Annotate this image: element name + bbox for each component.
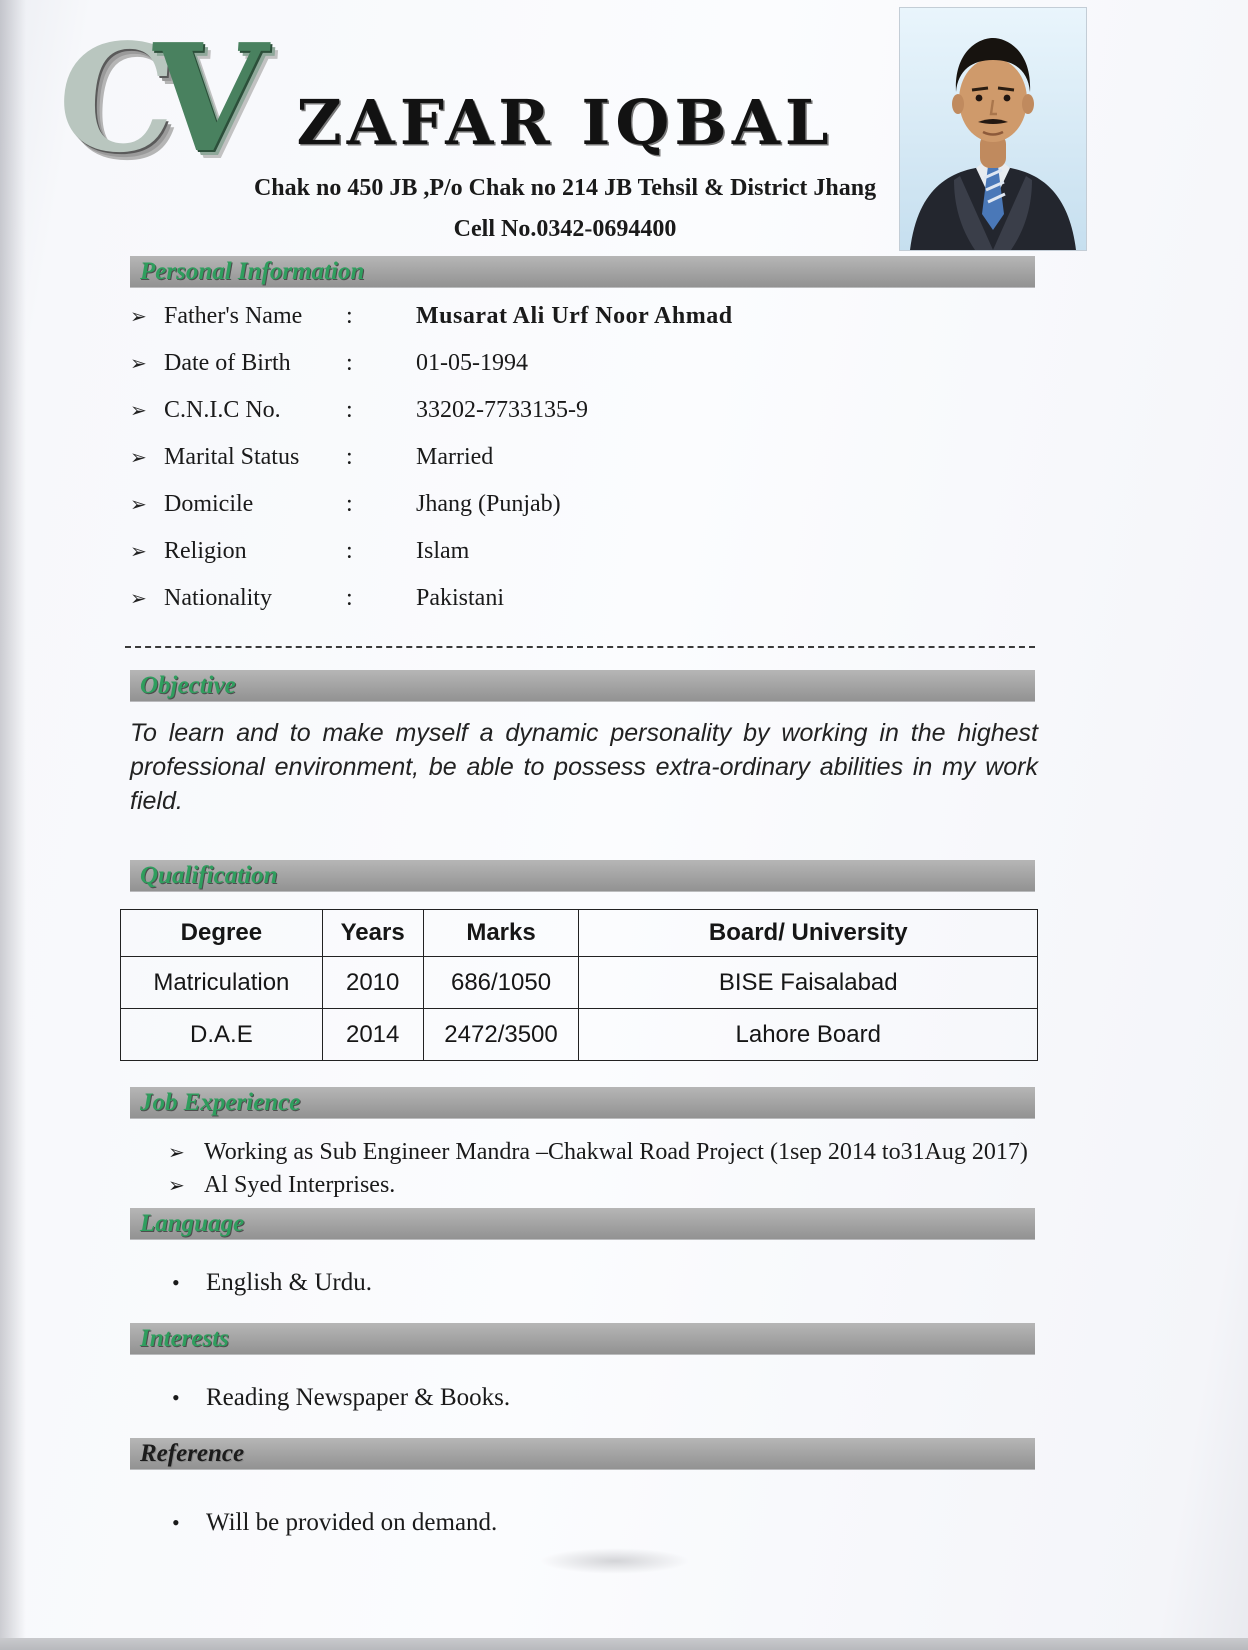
- col-header-marks: Marks: [423, 910, 579, 957]
- section-header-language: [130, 1208, 1035, 1239]
- section-title: Reference: [140, 1439, 245, 1467]
- section-title: Objective: [140, 671, 236, 699]
- interests-item: Reading Newspaper & Books.: [206, 1384, 511, 1412]
- dashed-divider: [125, 646, 1035, 648]
- table-row: [121, 957, 1038, 1009]
- cv-logo-letter-v: V: [143, 11, 245, 185]
- arrow-bullet-icon: ➢: [130, 492, 147, 516]
- dot-bullet-icon: •: [172, 1385, 180, 1411]
- arrow-bullet-icon: ➢: [130, 539, 147, 563]
- pi-label: Nationality: [164, 585, 272, 611]
- col-header-years: Years: [322, 910, 423, 957]
- arrow-bullet-icon: ➢: [130, 398, 147, 422]
- pi-colon: :: [346, 350, 353, 376]
- pi-colon: :: [346, 538, 353, 564]
- cell-years: 2010: [322, 957, 423, 1009]
- arrow-bullet-icon: ➢: [130, 586, 147, 610]
- phone-line: Cell No.0342-0694400: [453, 216, 677, 242]
- section-header-reference: [130, 1438, 1035, 1469]
- pi-value: Married: [416, 444, 494, 470]
- pi-colon: :: [346, 585, 353, 611]
- cell-marks: 686/1050: [423, 957, 579, 1009]
- col-header-board: Board/ University: [579, 910, 1038, 957]
- pi-label: Marital Status: [164, 444, 300, 470]
- cv-logo-letter-c: C: [51, 11, 156, 185]
- portrait-photo-graphic: [900, 8, 1086, 250]
- scan-smudge: [540, 1548, 690, 1574]
- pi-label: Domicile: [164, 491, 254, 517]
- document-header: [0, 0, 1248, 256]
- pi-value: Musarat Ali Urf Noor Ahmad: [416, 303, 733, 329]
- section-title: Personal Information: [140, 257, 365, 285]
- pi-row-marital-status: [130, 444, 1248, 491]
- pi-value: 33202-7733135-9: [416, 397, 588, 423]
- page-title: ZAFAR IQBAL: [296, 86, 834, 159]
- job-experience-item: Working as Sub Engineer Mandra –Chakwal Road Project (1sep 2014 to31Aug 2017): [204, 1139, 1028, 1166]
- pi-label: Father's Name: [164, 303, 303, 329]
- table-row: [121, 1009, 1038, 1061]
- pi-row-fathers-name: [130, 303, 1248, 350]
- pi-value: Jhang (Punjab): [416, 491, 561, 517]
- arrow-bullet-icon: ➢: [130, 304, 147, 328]
- arrow-bullet-icon: ➢: [130, 445, 147, 469]
- pi-label: Religion: [164, 538, 247, 564]
- section-header-personal-information: [130, 256, 1035, 287]
- section-header-job-experience: [130, 1087, 1035, 1118]
- list-item: [172, 1384, 1248, 1412]
- table-header-row: [121, 910, 1038, 957]
- pi-label: Date of Birth: [164, 350, 291, 376]
- job-experience-item: Al Syed Interprises.: [204, 1172, 396, 1199]
- pi-value: 01-05-1994: [416, 350, 528, 376]
- pi-label: C.N.I.C No.: [164, 397, 281, 423]
- dot-bullet-icon: •: [172, 1270, 180, 1296]
- headline-block: [235, 86, 895, 243]
- section-header-qualification: [130, 860, 1035, 891]
- cell-marks: 2472/3500: [423, 1009, 579, 1061]
- col-header-degree: Degree: [121, 910, 323, 957]
- list-item: [172, 1269, 1248, 1297]
- pi-value: Islam: [416, 538, 470, 564]
- cv-logo: [51, 11, 245, 185]
- job-experience-list: [168, 1136, 1248, 1202]
- qualification-table: [120, 909, 1038, 1061]
- section-title: Language: [140, 1209, 245, 1237]
- personal-information-list: [0, 303, 1248, 632]
- portrait-photo: [900, 8, 1086, 250]
- list-item: [172, 1509, 1248, 1537]
- reference-item: Will be provided on demand.: [206, 1509, 498, 1537]
- language-item: English & Urdu.: [206, 1269, 372, 1297]
- objective-text: To learn and to make myself a dynamic personality by working in the highest professional environment, be able to possess extra-ordinary abilities in my work field.: [130, 719, 1038, 815]
- dot-bullet-icon: •: [172, 1510, 180, 1536]
- cell-years: 2014: [322, 1009, 423, 1061]
- cell-degree: D.A.E: [121, 1009, 323, 1061]
- arrow-bullet-icon: ➢: [168, 1140, 185, 1165]
- cell-degree: Matriculation: [121, 957, 323, 1009]
- pi-colon: :: [346, 397, 353, 423]
- pi-row-date-of-birth: [130, 350, 1248, 397]
- pi-row-religion: [130, 538, 1248, 585]
- section-header-interests: [130, 1323, 1035, 1354]
- pi-colon: :: [346, 444, 353, 470]
- pi-colon: :: [346, 491, 353, 517]
- list-item: [168, 1136, 1248, 1169]
- pi-colon: :: [346, 303, 353, 329]
- section-header-objective: [130, 670, 1035, 701]
- address-line: Chak no 450 JB ,P/o Chak no 214 JB Tehsil & District Jhang: [253, 175, 877, 201]
- language-list: [172, 1269, 1248, 1297]
- arrow-bullet-icon: ➢: [168, 1173, 185, 1198]
- section-title: Interests: [140, 1324, 229, 1352]
- cell-board: BISE Faisalabad: [579, 957, 1038, 1009]
- pi-row-domicile: [130, 491, 1248, 538]
- pi-value: Pakistani: [416, 585, 504, 611]
- pi-row-nationality: [130, 585, 1248, 632]
- list-item: [168, 1169, 1248, 1202]
- cell-board: Lahore Board: [579, 1009, 1038, 1061]
- arrow-bullet-icon: ➢: [130, 351, 147, 375]
- pi-row-cnic: [130, 397, 1248, 444]
- interests-list: [172, 1384, 1248, 1412]
- reference-list: [172, 1509, 1248, 1537]
- section-title: Job Experience: [140, 1088, 301, 1116]
- section-title: Qualification: [140, 861, 278, 889]
